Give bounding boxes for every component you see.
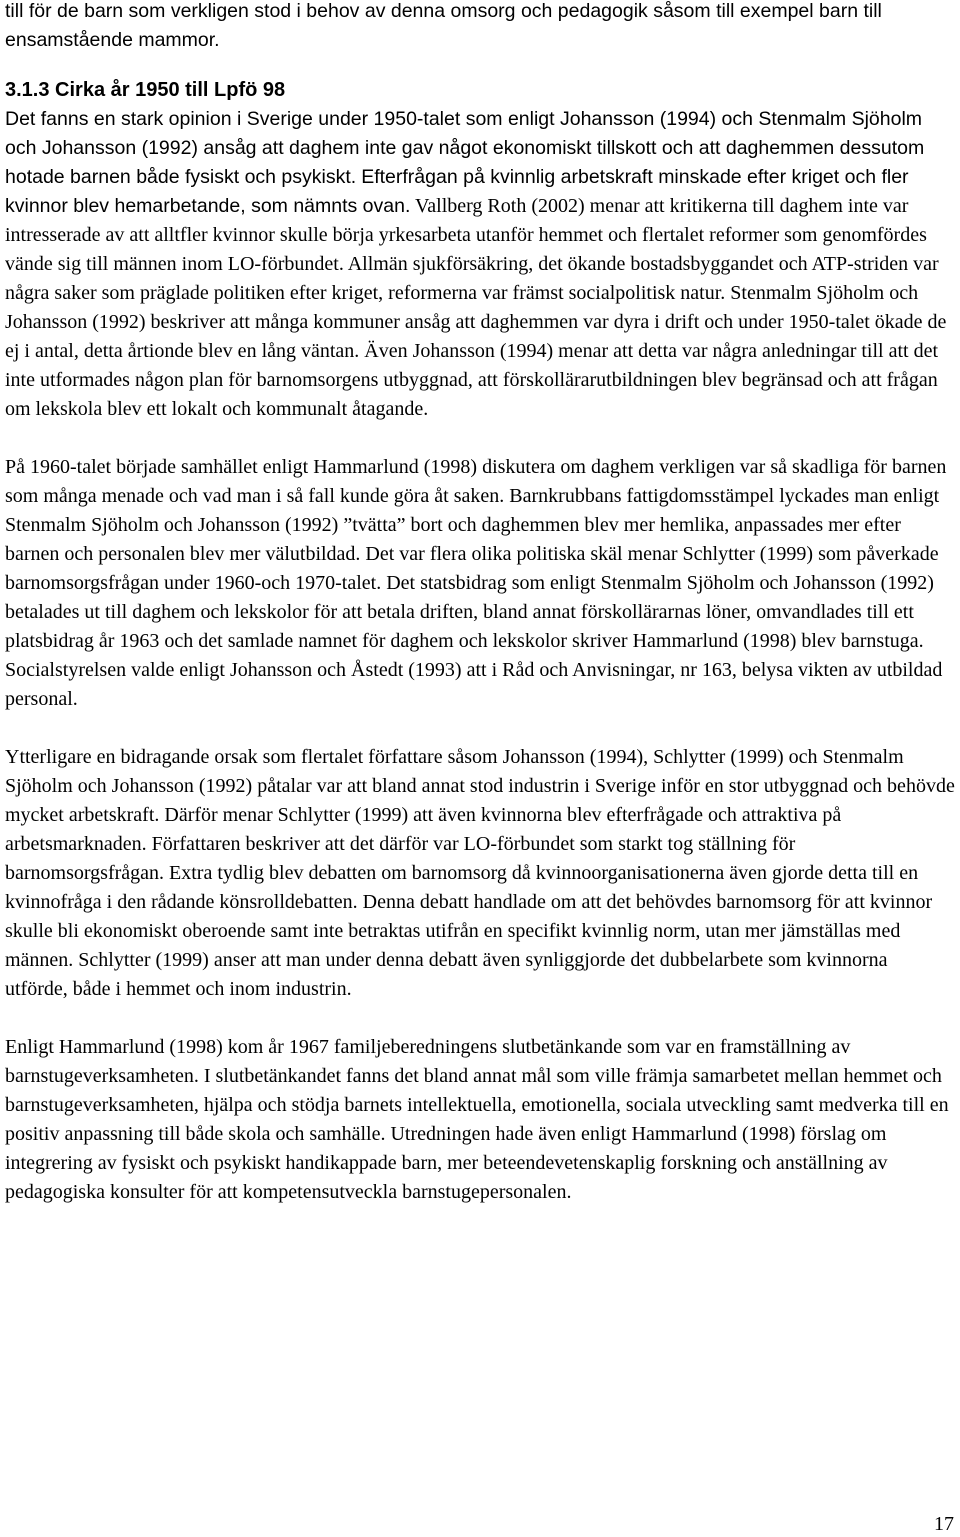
paragraph-gap <box>5 1004 955 1033</box>
paragraph-1-sans-a: Det fanns en stark opinion i Sverige under 1950-talet som enligt Johansson (1994) och Stenmalm Sjöholm och Johansson (1992) ansåg att daghem inte gav något ekonomiskt tillskott och att daghemmen dessutom hotade barnen både fysiskt och psykiskt. <box>5 108 925 188</box>
paragraph-3: Ytterligare en bidragande orsak som flertalet författare såsom Johansson (1994), Schlytter (1999) och Stenmalm Sjöholm och Johansson (1992) påtalar var att bland annat stod industrin i Sverige inför en stor utbyggnad och behövde mycket arbetskraft. Därför menar Schlytter (1999) att även kvinnorna blev efterfrågade och attraktiva på arbetsmarknaden. Författaren beskriver att det därför var LO-förbundet som starkt tog ställning för barnomsorgsfrågan. Extra tydlig blev debatten om barnomsorg då kvinnoorganisationerna även gjorde detta till en kvinnofråga i den rådande könsrolldebatten. Denna debatt handlade om att det behövdes barnomsorg för att kvinnor skulle bli ekonomiskt oberoende samt inte betraktas utifrån en specifikt kvinnlig norm, utan mer jämställas med männen. Schlytter (1999) anser att man under denna debatt även synliggjorde det dubbelarbete som kvinnorna utförde, både i hemmet och inom industrin. <box>5 746 955 1000</box>
document-page <box>5 0 955 1207</box>
paragraph-gap <box>5 424 955 453</box>
page-number: 17 <box>934 1513 954 1535</box>
paragraph-1-serif: Vallberg Roth (2002) menar att kritikerna till daghem inte var intresserade av att alltfler kvinnor skulle börja yrkesarbeta utanför hemmet och flertalet reformer som genomfördes vände sig till männen inom LO-förbundet. Allmän sjukförsäkring, det ökande bostadsbyggandet och ATP-striden var några saker som präglade politiken efter kriget, reformerna var främst socialpolitisk natur. Stenmalm Sjöholm och Johansson (1992) beskriver att många kommuner ansåg att daghemmen var dyra i drift och under 1950-talet ökade de ej i antal, detta årtionde blev en lång väntan. Även Johansson (1994) menar att detta var några anledningar till att det inte utformades någon plan för barnomsorgens utbyggnad, att förskollärarutbildningen blev begränsad och att frågan om lekskola blev ett lokalt och kommunalt åtagande. <box>5 195 947 420</box>
section-heading: 3.1.3 Cirka år 1950 till Lpfö 98 <box>5 79 286 101</box>
intro-paragraph: till för de barn som verkligen stod i behov av denna omsorg och pedagogik såsom till exempel barn till ensamstående mammor. <box>5 0 882 51</box>
paragraph-4: Enligt Hammarlund (1998) kom år 1967 familjeberedningens slutbetänkande som var en framställning av barnstugeverksamheten. I slutbetänkandet fanns det bland annat mål som ville främja samarbetet mellan hemmet och barnstugeverksamheten, hjälpa och stödja barnets intellektuella, emotionella, sociala utveckling samt medverka till en positiv anpassning till både skola och samhälle. Utredningen hade även enligt Hammarlund (1998) förslag om integrering av fysiskt och psykiskt handikappade barn, mer beteendevetenskaplig forskning och anställning av pedagogiska konsulter för att kompetensutveckla barnstugepersonalen. <box>5 1036 949 1203</box>
paragraph-2: På 1960-talet började samhället enligt Hammarlund (1998) diskutera om daghem verkligen var så skadliga för barnen som många menade och vad man i så fall kunde göra åt saken. Barnkrubbans fattigdomsstämpel lyckades man enligt Stenmalm Sjöholm och Johansson (1992) ”tvätta” bort och daghemmen blev mer hemlika, anpassades mer efter barnen och personalen blev mer välutbildad. Det var flera olika politiska skäl menar Schlytter (1999) som påverkade barnomsorgsfrågan under 1960-och 1970-talet. Det statsbidrag som enligt Stenmalm Sjöholm och Johansson (1992) betalades ut till daghem och lekskolor för att betala driften, bland annat förskollärarnas löner, omvandlades till ett platsbidrag år 1963 och det samlade namnet för daghem och lekskolor skriver Hammarlund (1998) blev barnstuga. Socialstyrelsen valde enligt Johansson och Åstedt (1993) att i Råd och Anvisningar, nr 163, belysa vikten av utbildad personal. <box>5 456 947 710</box>
paragraph-gap <box>5 714 955 743</box>
paragraph-1 <box>5 105 955 424</box>
paragraph-1-sans-b: Efterfrågan på kvinnlig arbetskraft minskade efter kriget och fler kvinnor blev hemarbetande, som nämnts ovan. <box>5 166 909 217</box>
